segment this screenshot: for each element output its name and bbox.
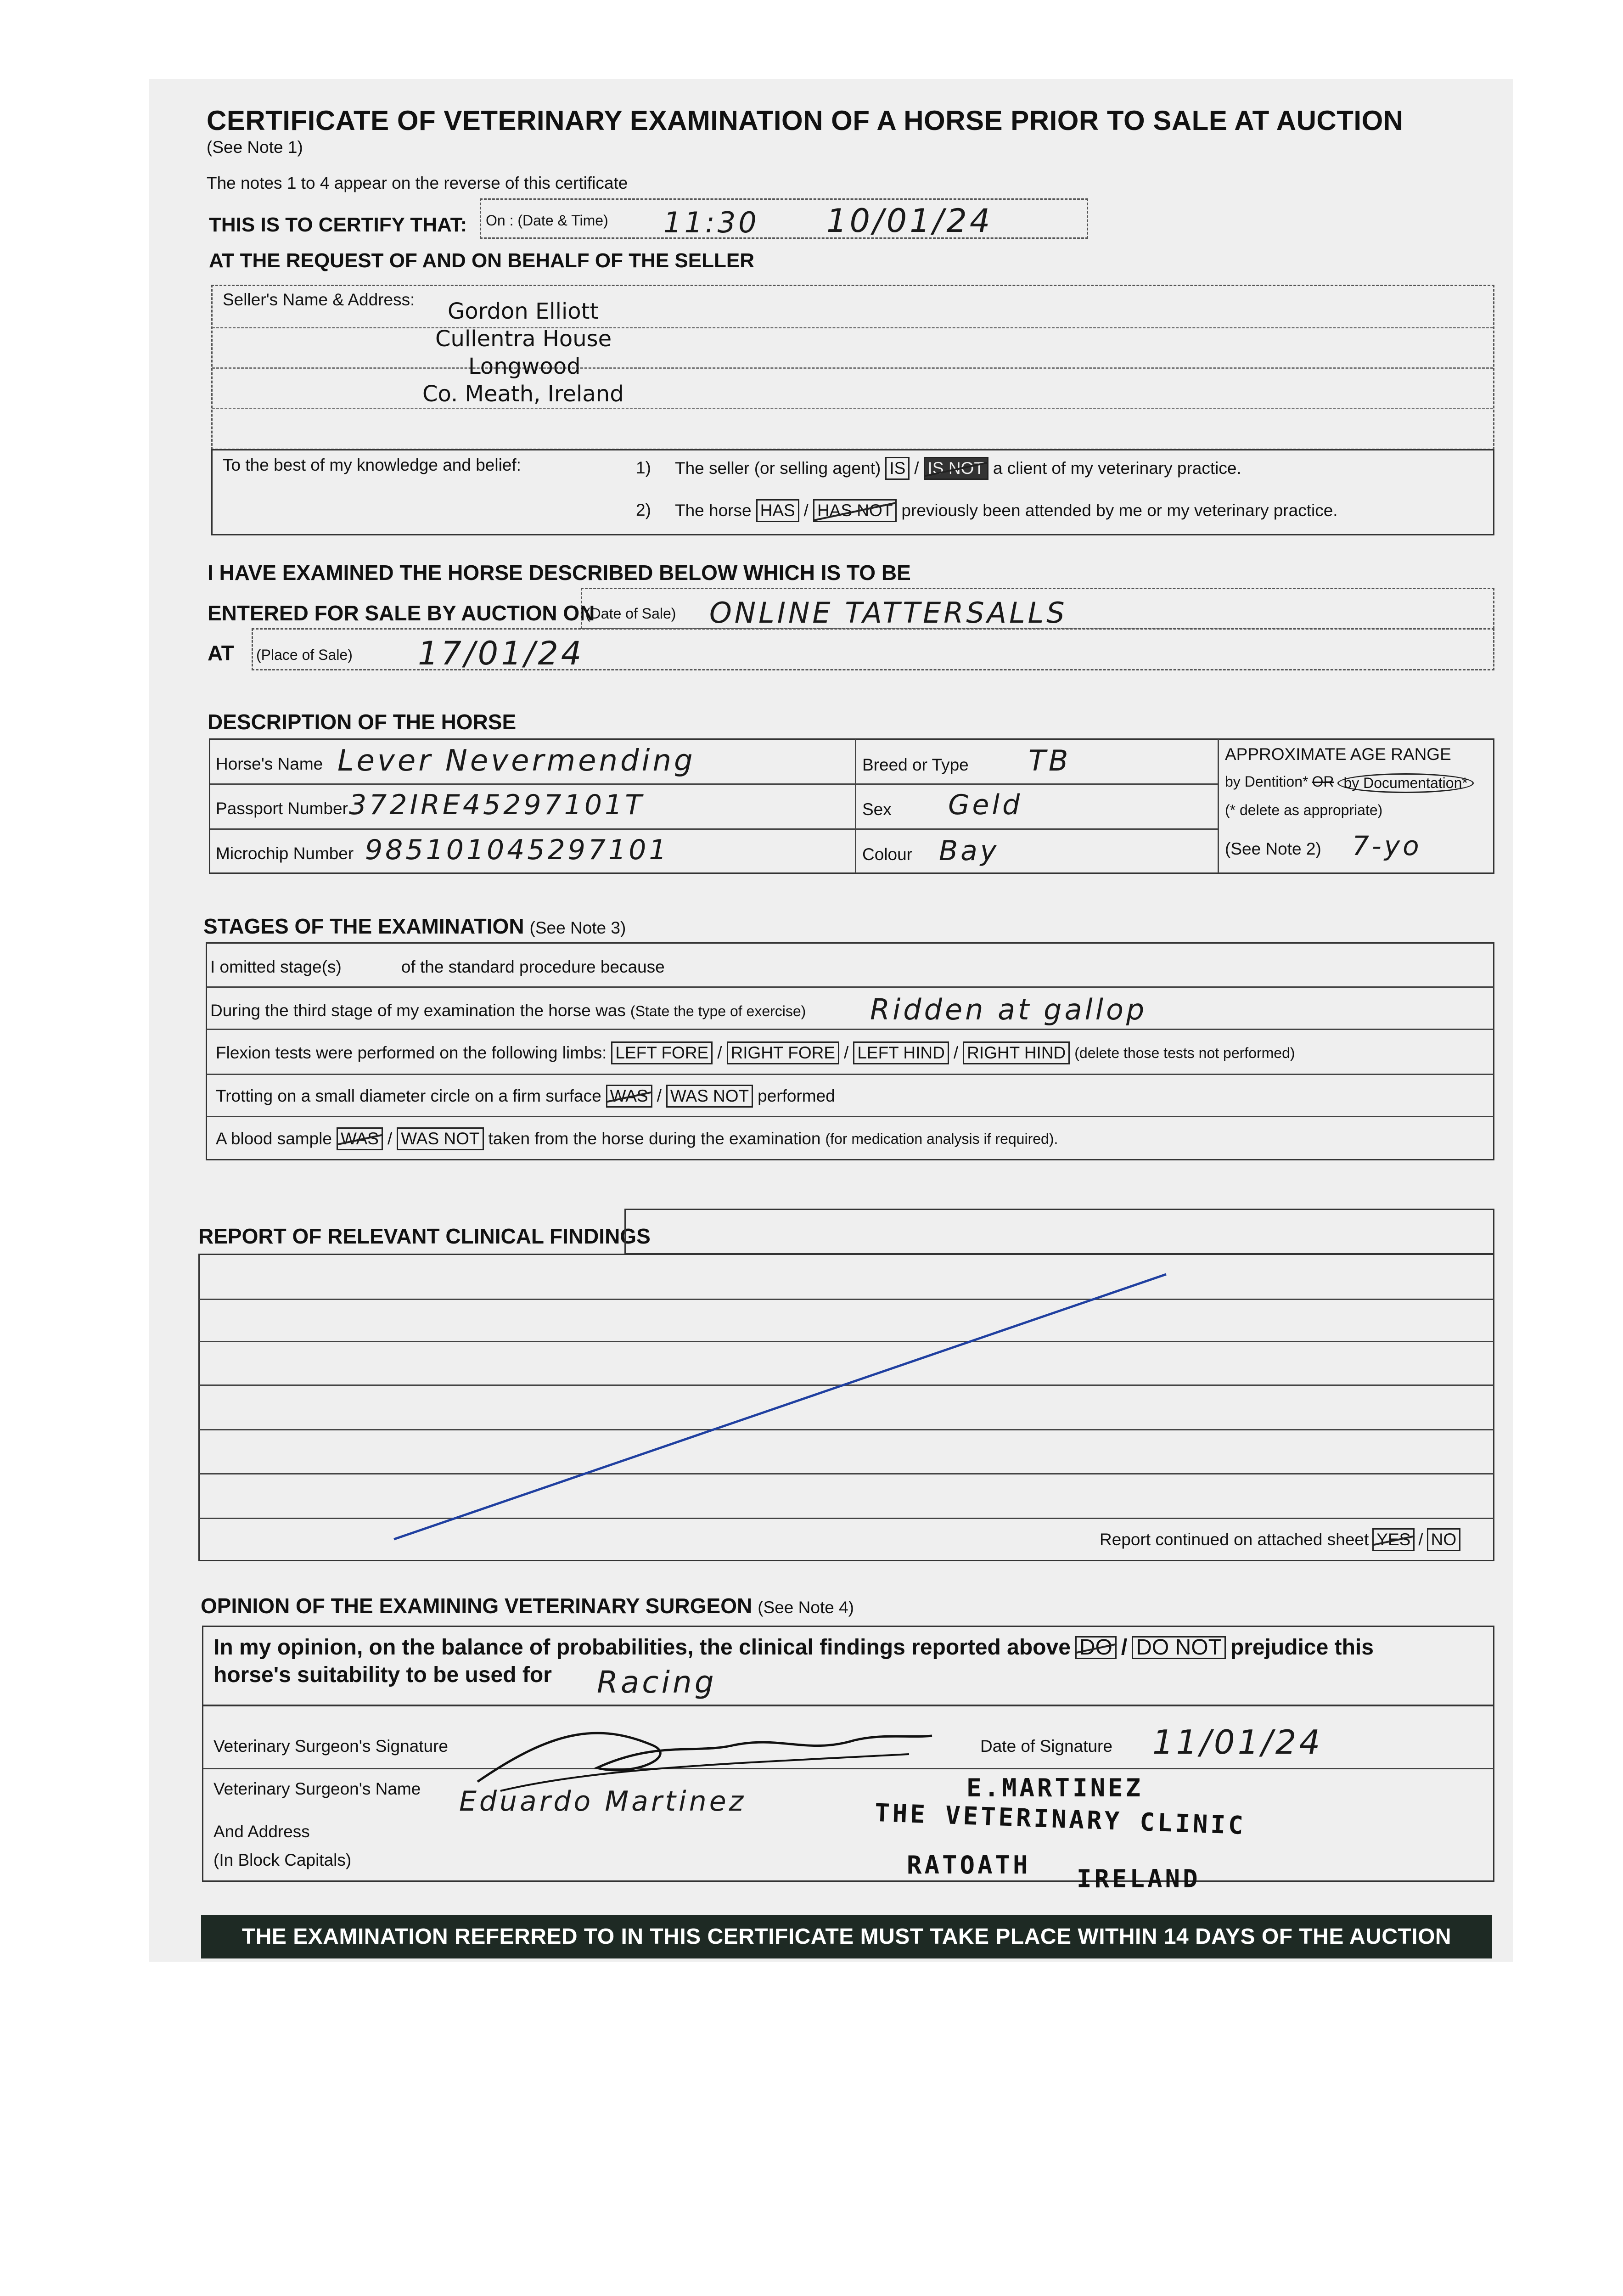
item2-option-has-not[interactable]: HAS NOT (813, 499, 897, 522)
sale-place-label: (Place of Sale) (256, 647, 353, 663)
opinion-option-do[interactable]: DO (1075, 1636, 1117, 1659)
horse-name-value[interactable]: Lever Nevermending (337, 744, 696, 778)
horse-name-label: Horse's Name (216, 754, 323, 773)
limb-right-hind[interactable]: RIGHT HIND (963, 1041, 1070, 1064)
signature-label: Veterinary Surgeon's Signature (213, 1737, 448, 1756)
stamp-line-2: THE VETERINARY CLINIC (874, 1798, 1247, 1840)
stamp-line-3: RATOATH (907, 1851, 1031, 1880)
signature-date-value[interactable]: 11/01/24 (1152, 1723, 1323, 1761)
signature-date-label: Date of Signature (980, 1737, 1112, 1756)
entered-label: ENTERED FOR SALE BY AUCTION ON (208, 601, 595, 625)
seller-line-4[interactable]: Co. Meath, Ireland (422, 381, 624, 407)
breed-value[interactable]: TB (1028, 744, 1071, 777)
address-label-2: (In Block Capitals) (213, 1851, 352, 1869)
footer-banner: THE EXAMINATION REFERRED TO IN THIS CERTIFICATE MUST TAKE PLACE WITHIN 14 DAYS OF THE AUCTION (201, 1915, 1492, 1958)
knowledge-label: To the best of my knowledge and belief: (223, 456, 521, 474)
request-line: AT THE REQUEST OF AND ON BEHALF OF THE SELLER (209, 249, 754, 272)
colour-label: Colour (862, 845, 912, 864)
limb-right-fore[interactable]: RIGHT FORE (727, 1041, 840, 1064)
sale-place-value[interactable]: 17/01/24 (418, 635, 584, 672)
item1-post: a client of my veterinary practice. (993, 459, 1241, 478)
item1-pre: The seller (or selling agent) (675, 459, 881, 478)
surgeon-name-value[interactable]: Eduardo Martinez (459, 1785, 747, 1818)
limb-left-fore[interactable]: LEFT FORE (611, 1041, 713, 1064)
flexion-row: Flexion tests were performed on the following limbs: LEFT FORE / RIGHT FORE / LEFT HIND / RIGHT HIND (delete those tests not performed) (216, 1041, 1295, 1064)
trot-option-was[interactable]: WAS (606, 1085, 652, 1108)
blood-option-was-not[interactable]: WAS NOT (397, 1127, 483, 1150)
report-heading: REPORT OF RELEVANT CLINICAL FINDINGS (198, 1224, 651, 1248)
trot-option-was-not[interactable]: WAS NOT (666, 1085, 753, 1108)
item2-pre: The horse (675, 501, 752, 520)
certify-time-value[interactable]: 11:30 (663, 206, 759, 239)
report-option-no[interactable]: NO (1427, 1528, 1461, 1551)
passport-label: Passport Number (216, 799, 348, 818)
certify-label: THIS IS TO CERTIFY THAT: (209, 214, 467, 236)
age-by-dentition[interactable]: by Dentition* (1225, 773, 1309, 790)
certify-date-value[interactable]: 10/01/24 (826, 202, 993, 240)
age-value[interactable]: 7-yo (1352, 830, 1422, 861)
opinion-statement-line2: horse's suitability to be used for (213, 1663, 552, 1687)
notes-line: The notes 1 to 4 appear on the reverse of this certificate (207, 174, 628, 192)
microchip-label: Microchip Number (216, 844, 354, 863)
age-heading: APPROXIMATE AGE RANGE (1225, 745, 1451, 764)
stamp-line-4: IRELAND (1077, 1864, 1201, 1893)
certify-on-label: On : (Date & Time) (486, 212, 608, 229)
trot-row: Trotting on a small diameter circle on a firm surface WAS / WAS NOT performed (216, 1085, 835, 1108)
opinion-option-do-not[interactable]: DO NOT (1132, 1636, 1226, 1659)
colour-value[interactable]: Bay (939, 835, 1000, 867)
item1-option-is[interactable]: IS (885, 457, 910, 480)
third-stage-value[interactable]: Ridden at gallop (870, 993, 1147, 1026)
sale-date-label: (Date of Sale) (585, 605, 676, 622)
seller-line-1[interactable]: Gordon Elliott (448, 298, 599, 324)
age-by-documentation[interactable]: by Documentation* (1337, 773, 1473, 793)
examined-line: I HAVE EXAMINED THE HORSE DESCRIBED BELOW WHICH IS TO BE (208, 561, 911, 585)
report-option-yes[interactable]: YES (1372, 1528, 1415, 1551)
at-label: AT (208, 641, 234, 665)
age-delete-note: (* delete as appropriate) (1225, 802, 1383, 818)
sex-value[interactable]: Geld (948, 789, 1023, 821)
seller-line-2[interactable]: Cullentra House (435, 326, 612, 352)
seller-line-3[interactable]: Longwood (468, 354, 581, 379)
certificate-title: CERTIFICATE OF VETERINARY EXAMINATION OF A HORSE PRIOR TO SALE AT AUCTION (207, 105, 1404, 136)
address-label: And Address (213, 1822, 310, 1841)
seller-label: Seller's Name & Address: (223, 290, 415, 309)
item1-option-is-not[interactable]: IS NOT (924, 457, 988, 480)
suitability-value[interactable]: Racing (597, 1665, 717, 1700)
third-stage-row: During the third stage of my examination the horse was (State the type of exercise) (210, 1001, 806, 1020)
breed-label: Breed or Type (862, 755, 969, 774)
knowledge-item1-num: 1) (636, 458, 651, 477)
microchip-value[interactable]: 985101045297101 (365, 834, 669, 866)
passport-value[interactable]: 372IRE45297101T (349, 789, 645, 821)
see-note-1: (See Note 1) (207, 138, 303, 157)
opinion-statement: In my opinion, on the balance of probabilities, the clinical findings reported above DO / DO NOT prejudice this (213, 1635, 1374, 1660)
knowledge-item1: The seller (or selling agent) IS / IS NOT a client of my veterinary practice. (675, 457, 1241, 480)
knowledge-item2-num: 2) (636, 501, 651, 519)
stamp-line-1: E.MARTINEZ (966, 1773, 1144, 1802)
item2-post: previously been attended by me or my veterinary practice. (901, 501, 1338, 520)
omitted-row: I omitted stage(s) of the standard procedure because (210, 957, 665, 976)
age-see-note: (See Note 2) (1225, 839, 1321, 858)
blood-row: A blood sample WAS / WAS NOT taken from the horse during the examination (for medication analysis if required). (216, 1127, 1058, 1150)
report-continued-row: Report continued on attached sheet YES / NO (1100, 1528, 1460, 1551)
surgeon-name-label: Veterinary Surgeon's Name (213, 1779, 421, 1798)
sale-date-value[interactable]: ONLINE TATTERSALLS (709, 596, 1067, 630)
knowledge-item2: The horse HAS / HAS NOT previously been attended by me or my veterinary practice. (675, 499, 1338, 522)
stages-heading: STAGES OF THE EXAMINATION (See Note 3) (203, 914, 626, 938)
description-heading: DESCRIPTION OF THE HORSE (208, 710, 517, 734)
sex-label: Sex (862, 800, 892, 819)
age-or: OR (1312, 773, 1334, 790)
opinion-heading: OPINION OF THE EXAMINING VETERINARY SURGEON (See Note 4) (201, 1594, 854, 1618)
item2-option-has[interactable]: HAS (756, 499, 799, 522)
limb-left-hind[interactable]: LEFT HIND (853, 1041, 949, 1064)
blood-option-was[interactable]: WAS (337, 1127, 383, 1150)
